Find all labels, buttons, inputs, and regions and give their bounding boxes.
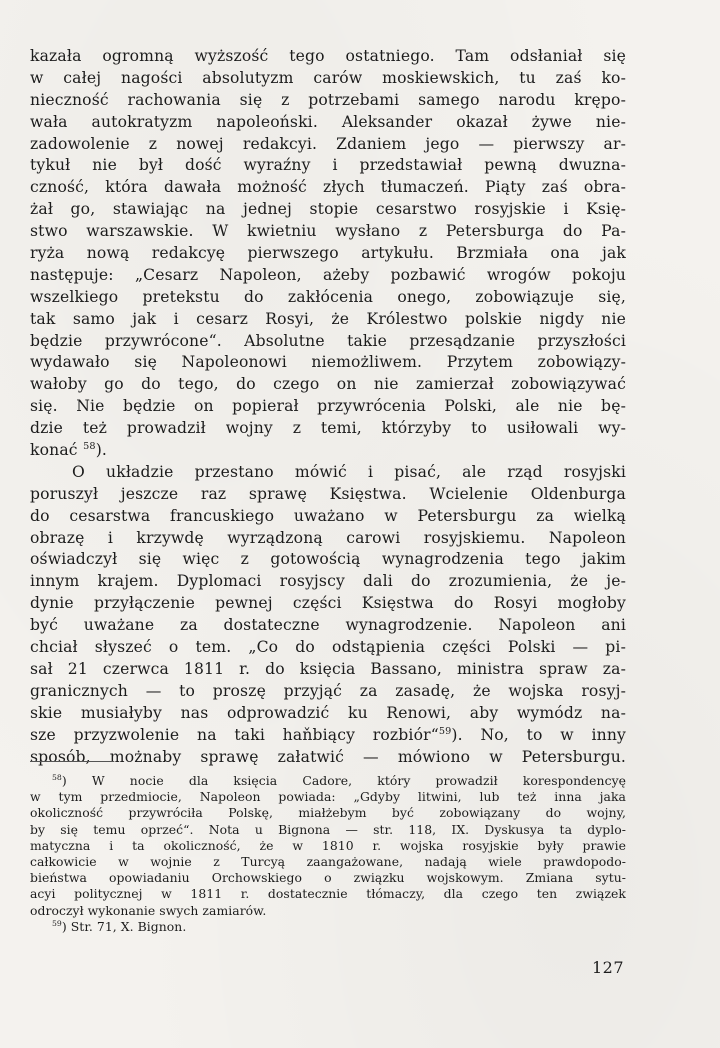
text-line: ryża nową redakcyę pierwszego artykułu. Brzmiała ona jak [30, 244, 626, 263]
footnote-text: ) W nocie dla księcia Cadore, który prowadził korespondencyę [61, 773, 626, 788]
footnote-ref-58: 58 [83, 440, 96, 452]
text-line: chciał słyszeć o tem. „Co do odstąpienia części Polski — pi- [30, 638, 626, 657]
text-line: innym krajem. Dyplomaci rosyjscy dali do zrozumienia, że je- [30, 572, 626, 591]
text-line: skie musiałyby nas odprowadzić ku Renowi, aby wymódz na- [30, 703, 626, 722]
text-line: dynie przyłączenie pewnej części Księstwa do Rosyi mogłoby [30, 594, 626, 613]
text-fragment: ). No, to w inny [451, 725, 626, 744]
text-line: wałoby go do tego, do czego on nie zamierzał zobowiązywać [30, 375, 626, 394]
page-number: 127 [592, 958, 625, 977]
text-line [30, 725, 626, 747]
paragraph-start: O układzie przestano mówić i pisać, ale rząd rosyjski [72, 462, 626, 481]
text-line: granicznych — to proszę przyjąć za zasadę, że wojska rosyj- [30, 681, 626, 700]
footnote-line: bieństwa opowiadaniu Orchowskiego o związku wojskowym. Zmiana sytu- [30, 870, 626, 886]
footnote-ref-59: 59 [438, 725, 452, 737]
footnote-text: ) Str. 71, X. Bignon. [61, 918, 187, 934]
text-line: zadowolenie z nowej redakcyi. Zdaniem jego — pierwszy ar- [30, 134, 626, 153]
text-line: poruszył jeszcze raz sprawę Księstwa. Wcielenie Oldenburga [30, 484, 626, 503]
text-line: sał 21 czerwca 1811 r. do księcia Bassano, ministra spraw za- [30, 659, 626, 678]
text-line: nieczność rachowania się z potrzebami samego narodu krępo- [30, 90, 626, 109]
footnote-line: matyczna i ta okoliczność, że w 1810 r. wojska rosyjskie były prawie [30, 837, 626, 853]
footnote-line: odroczył wykonanie swych zamiarów. [30, 902, 267, 918]
text-line: kazała ogromną wyższość tego ostatniego. Tam odsłaniał się [30, 47, 626, 65]
text-line: wała autokratyzm napoleoński. Aleksander okazał żywe nie- [30, 112, 626, 131]
text-line: tykuł nie był dość wyraźny i przedstawiał pewną dwuzna- [30, 156, 626, 175]
text-line: żał go, stawiając na jednej stopie cesarstwo rosyjskie i Księ- [30, 200, 626, 219]
footnote-line: by się temu oprzeć“. Nota u Bignona — str. 118, IX. Dyskusya ta dyplo- [30, 821, 626, 837]
text-fragment: sze przyzwolenie na taki haňbiący rozbiór“ [30, 725, 439, 744]
text-line: być uważane za dostateczne wynagrodzenie. Napoleon ani [30, 616, 626, 635]
footnote-line: acyi politycznej w 1811 r. dostatecznie tłómaczy, dla czego ten związek [30, 886, 626, 902]
text-line: stwo warszawskie. W kwietniu wysłano z Petersburga do Pa- [30, 222, 626, 241]
text-line: się. Nie będzie on popierał przywrócenia Polski, ale nie bę- [30, 397, 626, 416]
footnote-number-58: 58 [52, 772, 62, 782]
text-line: następuje: „Cesarz Napoleon, ażeby pozbawić wrogów pokoju [30, 265, 626, 284]
footnote-separator [30, 761, 114, 762]
text-line: czność, która dawała możność złych tłumaczeń. Piąty zaś obra- [30, 178, 626, 197]
footnotes [30, 773, 626, 935]
footnote-line: w tym przedmiocie, Napoleon powiada: „Gdyby litwini, lub też inna jaka [30, 789, 626, 805]
footnote-58 [30, 773, 626, 789]
text-line: do cesarstwa francuskiego uważano w Petersburgu za wielką [30, 506, 626, 525]
footnote-59 [30, 919, 626, 935]
text-line: będzie przywrócone“. Absolutne takie przesądzanie przyszłości [30, 331, 626, 350]
footnote-line: okoliczność przywróciła Polskę, miałżebym być zobowiązany do wojny, [30, 805, 626, 821]
text-line: obrazę i krzywdę wyrządzoną carowi rosyjskiemu. Napoleon [30, 528, 626, 547]
text-line: dzie też prowadził wojny z temi, którzyby to usiłowali wy- [30, 419, 626, 438]
text-fragment: ). [95, 441, 108, 460]
text-line: sposób, możnaby sprawę załatwić — mówiono w Petersburgu. [30, 747, 626, 766]
footnote-line: całkowicie w wojnie z Turcyą zaangażowane, nadają wiele prawdopodo- [30, 853, 626, 869]
text-line: tak samo jak i cesarz Rosyi, że Królestwo polskie nigdy nie [30, 309, 626, 328]
text-fragment: konać [30, 441, 78, 460]
text-line: oświadczył się więc z gotowością wynagrodzenia tego jakim [30, 550, 626, 569]
footnote-number-59: 59 [52, 918, 62, 928]
main-text [30, 46, 626, 768]
text-line: wszelkiego pretekstu do zakłócenia onego, zobowiązuje się, [30, 287, 626, 306]
text-line: wydawało się Napoleonowi niemożliwem. Przytem zobowiązy- [30, 353, 626, 372]
text-line [30, 440, 626, 462]
text-line: w całej nagości absolutyzm carów moskiewskich, tu zaś ko- [30, 68, 626, 87]
